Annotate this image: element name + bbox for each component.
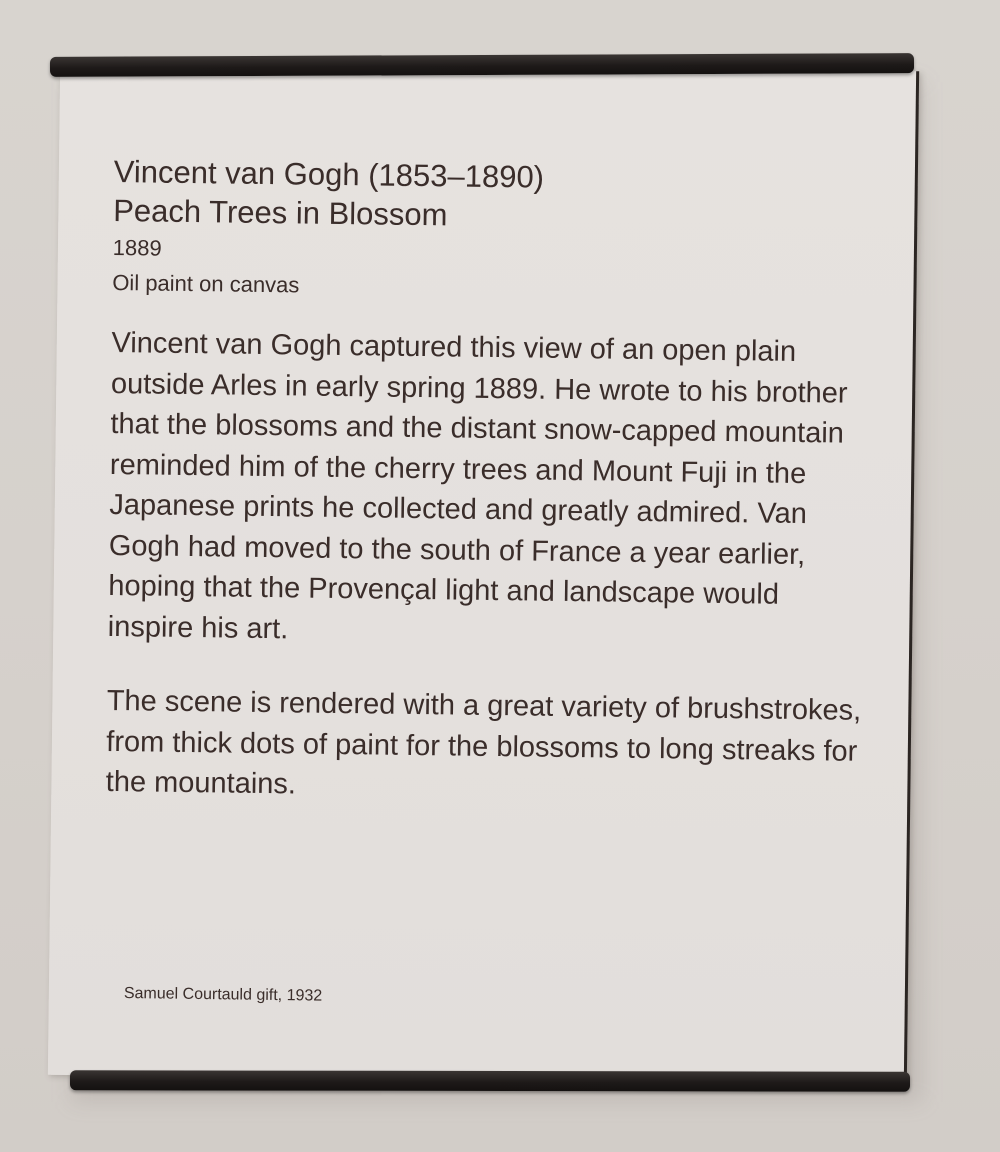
artwork-medium: Oil paint on canvas [112, 269, 300, 298]
credit-line: Samuel Courtauld gift, 1932 [123, 985, 323, 1005]
description-paragraph-1: Vincent van Gogh captured this view of an open plain outside Arles in early spring 1889. He wrote to his brother that the blossoms and the distant snow-capped mountain reminded him of the cherry trees and Mount Fuji in the Japanese prints he collected and greatly admired. Van Gogh had moved to the south of France a year earlier, hoping that the Provençal light and landscape would inspire his art. [107, 326, 848, 645]
artwork-year: 1889 [112, 234, 162, 261]
artwork-title: Peach Trees in Blossom [113, 192, 448, 233]
label-text-block [105, 152, 873, 812]
bottom-hanging-rail [70, 1070, 910, 1091]
top-hanging-rail [50, 53, 914, 77]
artist-name: Vincent van Gogh (1853–1890) [113, 153, 545, 195]
description-paragraph-2: The scene is rendered with a great variety of brushstrokes, from thick dots of paint for the blossoms to long streaks for the mountains. [105, 684, 862, 801]
artwork-description [105, 323, 871, 812]
